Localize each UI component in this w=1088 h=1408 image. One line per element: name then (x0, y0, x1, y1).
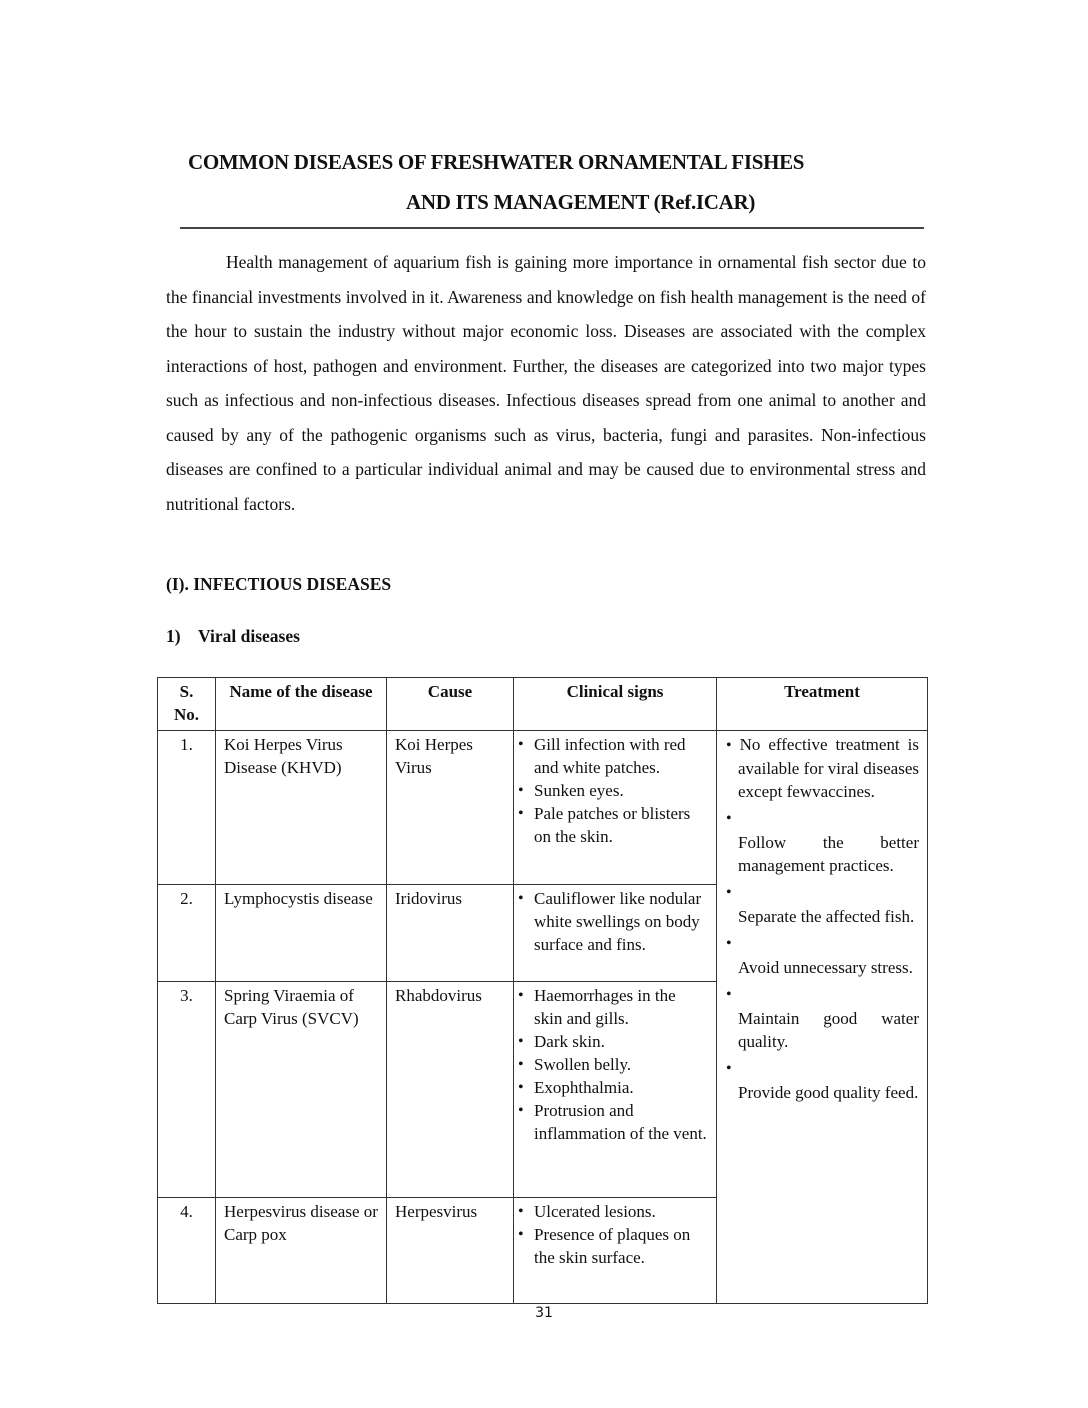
sign-item: • Exophthalmia. (522, 1076, 708, 1099)
treatment-item: • No effective treatment is available for viral diseases except fewvaccines. (726, 735, 919, 801)
header-name: Name of the disease (216, 678, 387, 731)
cell-disease-name: Spring Viraemia of Carp Virus (SVCV) (216, 982, 387, 1198)
subsection-number: 1) (166, 626, 181, 646)
treatment-item: • Separate the affected fish. (725, 881, 919, 928)
sign-item: • Haemorrhages in the skin and gills. (522, 984, 708, 1030)
bullet-icon: • (726, 1060, 732, 1077)
sign-item: • Dark skin. (522, 1030, 708, 1053)
cell-sno: 4. (158, 1198, 216, 1304)
treatment-item: • Maintain good water quality. (725, 983, 919, 1053)
subsection-heading (166, 626, 300, 647)
table-row (158, 731, 928, 885)
sign-item: • Sunken eyes. (522, 779, 708, 802)
section-heading: (I). INFECTIOUS DISEASES (166, 574, 392, 594)
sign-item: • Gill infection with red and white patches. (522, 733, 708, 779)
bullet-icon: • (726, 737, 732, 754)
cell-treatment (717, 731, 928, 1304)
cell-disease-name: Herpesvirus disease or Carp pox (216, 1198, 387, 1304)
cell-disease-name: Koi Herpes Virus Disease (KHVD) (216, 731, 387, 885)
subsection-title: Viral diseases (198, 626, 300, 646)
cell-sno: 2. (158, 885, 216, 982)
page-number: 31 (535, 1305, 553, 1321)
table-header-row (158, 678, 928, 731)
cell-clinical-signs (514, 885, 717, 982)
cell-clinical-signs (514, 1198, 717, 1304)
document-title-line-2: AND ITS MANAGEMENT (Ref.ICAR) (406, 190, 756, 214)
treatment-item: • Follow the better management practices. (725, 807, 919, 877)
intro-paragraph: Health management of aquarium fish is gaining more importance in ornamental fish sector due to the financial investments involved in it. Awareness and knowledge on fish health management is the need of the hour to sustain the industry without major economic loss. Diseases are associated with the complex interactions of host, pathogen and environment. Further, the diseases are categorized into two major types such as infectious and non-infectious diseases. Infectious diseases spread from one animal to another and caused by any of the pathogenic organisms such as virus, bacteria, fungi and parasites. Non-infectious diseases are confined to a particular individual animal and may be caused due to environmental stress and nutritional factors. (166, 252, 926, 514)
viral-diseases-table (157, 677, 928, 1304)
cell-cause: Koi Herpes Virus (387, 731, 514, 885)
sign-item: • Swollen belly. (522, 1053, 708, 1076)
header-sno: S. No. (158, 678, 216, 731)
bullet-icon: • (726, 884, 732, 901)
cell-disease-name: Lymphocystis disease (216, 885, 387, 982)
sign-item: • Ulcerated lesions. (522, 1200, 708, 1223)
header-treatment: Treatment (717, 678, 928, 731)
treatment-item: • Provide good quality feed. (725, 1057, 919, 1104)
cell-cause: Rhabdovirus (387, 982, 514, 1198)
bullet-icon: • (726, 810, 732, 827)
header-cause: Cause (387, 678, 514, 731)
treatment-item: • Avoid unnecessary stress. (725, 932, 919, 979)
bullet-icon: • (726, 986, 732, 1003)
bullet-icon: • (726, 935, 732, 952)
title-divider (180, 227, 924, 229)
cell-sno: 3. (158, 982, 216, 1198)
cell-clinical-signs (514, 731, 717, 885)
sign-item: • Cauliflower like nodular white swellings on body surface and fins. (522, 887, 708, 956)
sign-item: • Protrusion and inflammation of the vent. (522, 1099, 708, 1145)
header-clinical-signs: Clinical signs (514, 678, 717, 731)
sign-item: • Presence of plaques on the skin surface. (522, 1223, 708, 1269)
cell-cause: Herpesvirus (387, 1198, 514, 1304)
document-title-line-1: COMMON DISEASES OF FRESHWATER ORNAMENTAL FISHES (188, 150, 805, 174)
cell-cause: Iridovirus (387, 885, 514, 982)
cell-sno: 1. (158, 731, 216, 885)
sign-item: • Pale patches or blisters on the skin. (522, 802, 708, 848)
cell-clinical-signs (514, 982, 717, 1198)
